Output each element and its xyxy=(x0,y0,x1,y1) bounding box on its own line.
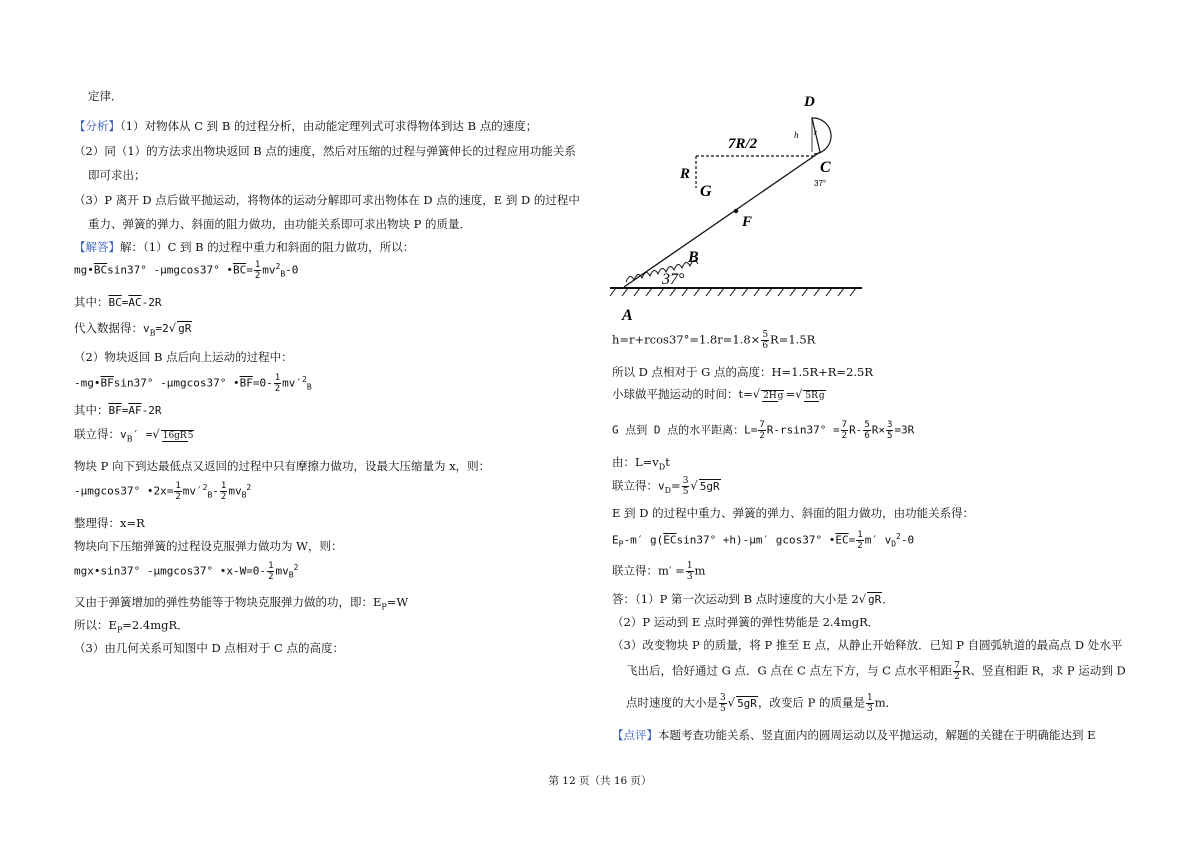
label-G: G xyxy=(700,183,712,200)
text-line: 物块向下压缩弹簧的过程设克服弹力做功为 W，则： xyxy=(74,539,343,553)
text-line: 又由于弹簧增加的弹性势能等于物块克服弹力做的功，即：$E_P=W$ xyxy=(74,595,409,612)
page-footer: 第 12 页（共 16 页） xyxy=(548,775,652,787)
label-37-upper: 37° xyxy=(814,179,827,188)
label-r: r xyxy=(814,128,818,137)
text-line: 联立得：m′ = $\frac{1}{3}$ m xyxy=(612,561,706,582)
label-A: A xyxy=(622,307,633,324)
analysis-tag: 【分析】 xyxy=(74,119,120,133)
answer-line: 答：（1）P 第一次运动到 B 点时速度的大小是 2√ gR． xyxy=(612,592,894,606)
physics-diagram xyxy=(608,90,878,325)
eq-sub: B xyxy=(280,269,286,279)
text-line: G 点到 D 点的水平距离：L= $\frac{7}{2}$ R-rsin37° = $\frac{7}{2}$ R- $\frac{5}{6}$ R× $\frac{3}{5}$ =3R xyxy=(612,420,915,441)
text-line: E 到 D 的过程中重力、弹簧的弹力、斜面的阻力做功，由功能关系得： xyxy=(612,506,975,520)
solution-text: 解：（1）C 到 B 的过程中重力和斜面的阻力做功，所以： xyxy=(120,240,415,254)
label-D: D xyxy=(804,94,815,110)
text-line: （3）P 离开 D 点后做平抛运动，将物体的运动分解即可求出物体在 D 点的速度，E 到 D 的过程中 xyxy=(74,193,580,207)
label-R: R xyxy=(680,166,691,182)
text-line: 代入数据得：$v_B=2√$ gR xyxy=(74,321,192,338)
eq-part: $\overline{BC}$ xyxy=(232,263,247,277)
text-line: 小球做平抛运动的时间：t=√ 2Hg =√ 5Rg xyxy=(612,387,825,401)
eq-part: = xyxy=(246,263,253,277)
text-line: （2）同（1）的方法求出物块返回 B 点的速度，然后对压缩的过程与弹簧伸长的过程应用功能关系 xyxy=(74,144,576,158)
eq-part: -0 xyxy=(285,263,299,277)
text-line: 联立得：$v_B'$ =√ 16gR5 xyxy=(74,427,194,444)
analysis-line xyxy=(74,118,537,134)
equation-4: mgx•sin37° -μmgcos37° •x-W=0- $\frac{1}{2}$ $mv_B^2$ xyxy=(74,561,299,582)
ground-hatch xyxy=(610,288,856,296)
equation-2: $-mg•\overline{BF}\sin 37^\circ$ -μmgcos37° $•\overline{BF}=0-$ $\frac{1}{2}$ $mv'^2_B$ xyxy=(74,373,312,394)
text-line: （3）改变物块 P 的质量，将 P 推至 E 点，从静止开始释放．已知 P 自圆弧轨道的最高点 D 处水平 xyxy=(612,638,1123,652)
solution-line xyxy=(74,239,414,255)
analysis-text: （1）对物体从 C 到 B 的过程分析，由动能定理列式可求得物体到达 B 点的速度； xyxy=(120,119,538,133)
fraction: $\frac{1}{2}$ xyxy=(254,260,261,281)
text-line: 即可求出； xyxy=(88,168,146,182)
text-line: 由：$L=v_Dt$ xyxy=(612,455,670,472)
equation-energy: $E_P-m'$ $g(\overline{EC}\sin 37^\circ +h)-\mu m'$ gcos37° $•\overline{EC}=$ $\frac{1}{2}$ m′ $v_D^2-0$ xyxy=(612,530,915,551)
eq-part: $\overline{BC}$ xyxy=(93,263,108,277)
comment-tag: 【点评】 xyxy=(612,728,658,742)
label-37-lower: 37° xyxy=(662,271,685,288)
label-h: h xyxy=(794,130,799,140)
comment-line: 【点评】本题考查功能关系、竖直面内的圆周运动以及平抛运动，解题的关键在于明确能达到 E xyxy=(612,728,1096,742)
text-line: 点时速度的大小是 $\frac{3}{5}$ √ 5gR，改变后 P 的质量是 $\frac{1}{3}$ m． xyxy=(626,693,898,714)
point-F xyxy=(734,209,738,213)
solution-tag: 【解答】 xyxy=(74,240,120,254)
text-line: 整理得：x=R xyxy=(74,516,145,530)
text-line: h=r+rcos37°=1.8r=1.8× $\frac{5}{6}$ R=1.5R xyxy=(612,330,816,351)
text-line: 其中：$\overline{BC}=\overline{AC}-2R$ xyxy=(74,295,162,309)
eq-part: sin37° -μmgcos37° • xyxy=(107,263,233,277)
text-line: 飞出后，恰好通过 G 点．G 点在 C 点左下方，与 C 点水平相距 $\frac{7}{2}$ R、竖直相距 R，求 P 运动到 D xyxy=(626,661,1126,682)
text-line: （2）物块返回 B 点后向上运动的过程中： xyxy=(74,350,293,364)
text-line: 重力、弹簧的弹力、斜面的阻力做功，由功能关系即可求出物块 P 的质量． xyxy=(88,217,472,231)
text-line: （3）由几何关系可知图中 D 点相对于 C 点的高度： xyxy=(74,641,344,655)
eq-part: mv xyxy=(262,263,276,277)
text-line: 定律． xyxy=(88,89,123,103)
label-7R2: 7R/2 xyxy=(728,136,758,152)
eq-sup: 2 xyxy=(275,261,281,271)
label-F: F xyxy=(742,214,753,230)
text-line: 联立得：$v_D=$ $\frac{3}{5}$ √ 5gR xyxy=(612,476,720,497)
equation-3: -μmgcos37° •2x= $\frac{1}{2}$ $mv'^2_B-$ $\frac{1}{2}$ $mv_B^2$ xyxy=(74,481,252,502)
incline-line xyxy=(624,152,820,287)
text-line: 所以 D 点相对于 G 点的高度：H=1.5R+R=2.5R xyxy=(612,365,874,379)
equation-1 xyxy=(74,260,298,281)
text-line: （2）P 运动到 E 点时弹簧的弹性势能是 2.4mgR． xyxy=(612,615,880,629)
text-line: 物块 P 向下到达最低点又返回的过程中只有摩擦力做功，设最大压缩量为 x，则： xyxy=(74,459,491,473)
label-B: B xyxy=(688,249,699,266)
text-line: 其中：$\overline{BF}=\overline{AF}-2R$ xyxy=(74,403,162,417)
text-line: 所以：$E_P=2.4mgR$． xyxy=(74,618,189,635)
eq-part: mg• xyxy=(74,263,94,277)
label-C: C xyxy=(820,159,831,176)
